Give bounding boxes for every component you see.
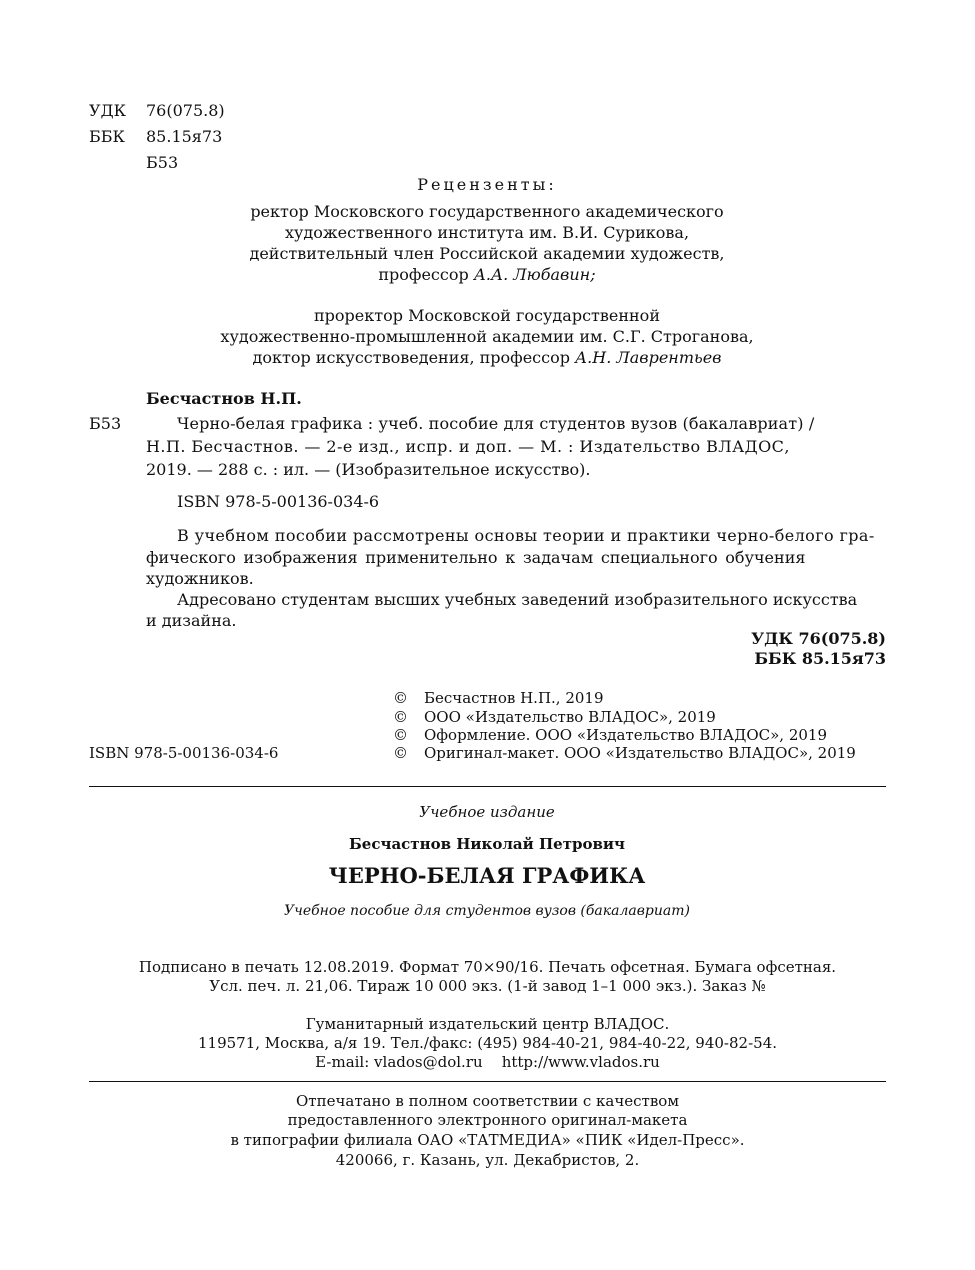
copyright-isbn: ISBN 978-5-00136-034-6 bbox=[89, 744, 279, 762]
divider-bottom bbox=[89, 1081, 886, 1082]
reviewer2-name: А.Н. Лаврентьев bbox=[575, 348, 722, 367]
copyright-item: Бесчастнов Н.П., 2019 bbox=[424, 689, 604, 707]
abstract-line1: В учебном пособии рассмотрены основы теории и практики черно-белого гра- bbox=[177, 526, 875, 545]
bib-line3: 2019. — 288 с. : ил. — (Изобразительное искусство). bbox=[146, 460, 591, 479]
copyright-item: Оформление. ООО «Издательство ВЛАДОС», 2019 bbox=[424, 726, 828, 744]
imprint-subtitle: Учебное пособие для студентов вузов (бакалавриат) bbox=[284, 903, 690, 919]
bib-isbn: ISBN 978-5-00136-034-6 bbox=[177, 492, 380, 511]
bib-line2: Н.П. Бесчастнов. — 2-е изд., испр. и доп. — М. : Издательство ВЛАДОС, bbox=[146, 437, 790, 456]
reviewer2-line1: проректор Московской государственной bbox=[314, 306, 660, 325]
copyright-item: Оригинал-макет. ООО «Издательство ВЛАДОС», 2019 bbox=[424, 744, 856, 762]
reviewers-heading: Рецензенты: bbox=[417, 175, 557, 194]
reviewer1-line2: художественного института им. В.И. Сурикова, bbox=[284, 223, 690, 242]
reviewer2-line2: художественно-промышленной академии им. С.Г. Строганова, bbox=[220, 327, 754, 346]
reviewer1-name: А.А. Любавин; bbox=[473, 265, 596, 284]
imprint-author: Бесчастнов Николай Петрович bbox=[348, 835, 626, 853]
copyright-symbol: © bbox=[393, 744, 408, 762]
author-mark: Б53 bbox=[146, 153, 179, 172]
bbk-label: ББК bbox=[89, 127, 125, 146]
printer-line1: Отпечатано в полном соответствии с качеством bbox=[295, 1092, 679, 1110]
abstract-line5: и дизайна. bbox=[146, 611, 237, 630]
bib-udk-bold: УДК 76(075.8) bbox=[751, 629, 886, 648]
reviewer1-line1: ректор Московского государственного академического bbox=[250, 202, 724, 221]
bib-line1: Черно-белая графика : учеб. пособие для студентов вузов (бакалавриат) / bbox=[177, 414, 815, 433]
publisher-line2: 119571, Москва, а/я 19. Тел./факс: (495) 984-40-21, 984-40-22, 940-82-54. bbox=[197, 1034, 778, 1052]
reviewer1-title: профессор bbox=[378, 265, 474, 284]
copyright-symbol: © bbox=[393, 708, 408, 726]
reviewer2-line3 bbox=[187, 347, 787, 368]
print-line2: Усл. печ. л. 21,06. Тираж 10 000 экз. (1-й завод 1–1 000 экз.). Заказ № bbox=[209, 977, 766, 995]
abstract-line2: фического изображения применительно к задачам специального обучения bbox=[146, 548, 806, 567]
abstract-line4: Адресовано студентам высших учебных заведений изобразительного искусства bbox=[177, 590, 858, 609]
edition-type: Учебное издание bbox=[419, 803, 555, 821]
abstract-line3: художников. bbox=[146, 569, 254, 588]
reviewer1-line4 bbox=[187, 264, 787, 285]
publisher-contacts: E-mail: vlados@dol.ru http://www.vlados.ru bbox=[315, 1053, 660, 1071]
copyright-item: ООО «Издательство ВЛАДОС», 2019 bbox=[424, 708, 716, 726]
bib-bbk-bold: ББК 85.15я73 bbox=[754, 649, 886, 668]
udk-value: 76(075.8) bbox=[146, 101, 225, 120]
divider-top bbox=[89, 786, 886, 787]
copyright-symbol: © bbox=[393, 689, 408, 707]
reviewer1-line3: действительный член Российской академии художеств, bbox=[249, 244, 725, 263]
bib-mark: Б53 bbox=[89, 414, 122, 433]
udk-label: УДК bbox=[89, 101, 126, 120]
print-line1: Подписано в печать 12.08.2019. Формат 70×90/16. Печать офсетная. Бумага офсетная. bbox=[138, 958, 837, 976]
copyright-symbol: © bbox=[393, 726, 408, 744]
printer-line2: предоставленного электронного оригинал-макета bbox=[287, 1111, 688, 1129]
bbk-value: 85.15я73 bbox=[146, 127, 223, 146]
bib-author: Бесчастнов Н.П. bbox=[146, 389, 302, 408]
printer-line4: 420066, г. Казань, ул. Декабристов, 2. bbox=[335, 1151, 640, 1169]
imprint-title: ЧЕРНО-БЕЛАЯ ГРАФИКА bbox=[328, 863, 646, 888]
printer-line3: в типографии филиала ОАО «ТАТМЕДИА» «ПИК «Идел-Пресс». bbox=[230, 1131, 745, 1149]
reviewer2-title: доктор искусствоведения, профессор bbox=[252, 348, 576, 367]
publisher-line1: Гуманитарный издательский центр ВЛАДОС. bbox=[305, 1015, 670, 1033]
